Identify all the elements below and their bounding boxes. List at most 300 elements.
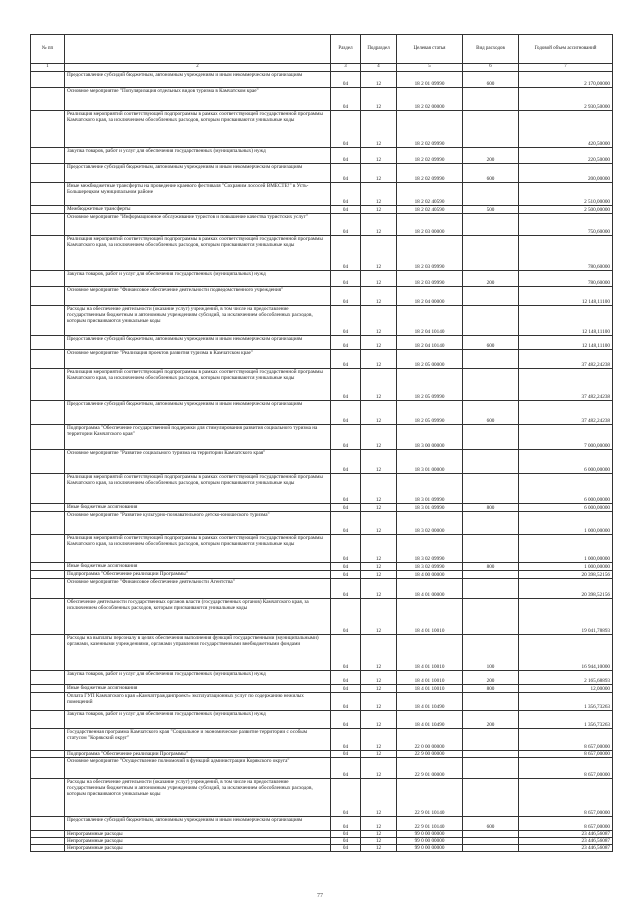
cell-vr: 200 xyxy=(463,711,519,729)
cell-vr xyxy=(463,287,519,306)
cell-vr xyxy=(463,599,519,635)
table-row xyxy=(31,579,613,599)
cell-sum: 6 000,00000 xyxy=(519,450,613,474)
cell-name: Предоставление субсидий бюджетным, автономным учреждениям и иным некоммерческим организациям xyxy=(65,401,331,425)
cell-csr: 18 2 04 00000 xyxy=(397,287,463,306)
cell-sum: 750,60000 xyxy=(519,214,613,236)
table-row xyxy=(31,287,613,306)
table-row xyxy=(31,401,613,425)
cell-vr: 100 xyxy=(463,635,519,671)
cell-podrazdel: 12 xyxy=(361,599,397,635)
cell-sum: 6 000,00000 xyxy=(519,504,613,512)
cell-sum: 20 398,52156 xyxy=(519,579,613,599)
cell-vr: 800 xyxy=(463,685,519,693)
cell-razdel: 04 xyxy=(331,817,361,831)
cell-num xyxy=(31,711,65,729)
cell-csr: 22 9 01 00000 xyxy=(397,758,463,779)
cell-num xyxy=(31,236,65,271)
cell-razdel: 04 xyxy=(331,579,361,599)
cell-csr: 18 2 05 00000 xyxy=(397,350,463,369)
cell-num xyxy=(31,369,65,401)
table-row xyxy=(31,474,613,504)
cell-num xyxy=(31,164,65,183)
cell-razdel: 04 xyxy=(331,845,361,852)
cell-num xyxy=(31,535,65,563)
cell-razdel: 04 xyxy=(331,306,361,336)
cell-num xyxy=(31,401,65,425)
cell-name: Подпрограмма "Обеспечение реализации Программы" xyxy=(65,571,331,579)
cell-podrazdel: 12 xyxy=(361,72,397,88)
cell-vr: 800 xyxy=(463,563,519,571)
cell-podrazdel: 12 xyxy=(361,845,397,852)
cell-csr: 18 2 02 09990 xyxy=(397,164,463,183)
cell-num xyxy=(31,671,65,685)
cell-name: Расходы на обеспечение деятельности (оказание услуг) учреждений, в том числе на предоставление государственным бюджетным и автономным учреждениям субсидий, за исключением обособленных расходов, которым присваиваются уникальные коды xyxy=(65,779,331,817)
cell-podrazdel: 12 xyxy=(361,685,397,693)
cell-num xyxy=(31,751,65,758)
cell-num xyxy=(31,350,65,369)
cell-sum: 23 446,56087 xyxy=(519,845,613,852)
cell-vr xyxy=(463,535,519,563)
cell-num xyxy=(31,336,65,350)
cell-csr: 18 2 04 10140 xyxy=(397,306,463,336)
cell-vr xyxy=(463,845,519,852)
cell-razdel: 04 xyxy=(331,671,361,685)
cell-num xyxy=(31,287,65,306)
cell-num xyxy=(31,504,65,512)
cell-podrazdel: 12 xyxy=(361,164,397,183)
cell-razdel: 04 xyxy=(331,183,361,206)
cell-razdel: 04 xyxy=(331,571,361,579)
cell-razdel: 04 xyxy=(331,271,361,287)
cell-num xyxy=(31,685,65,693)
cell-razdel: 04 xyxy=(331,751,361,758)
cell-podrazdel: 12 xyxy=(361,831,397,838)
cell-sum: 2 165,68893 xyxy=(519,671,613,685)
cell-sum: 780,60000 xyxy=(519,236,613,271)
cell-vr xyxy=(463,779,519,817)
cell-csr: 18 4 01 10490 xyxy=(397,693,463,711)
cell-sum: 1 356,73263 xyxy=(519,711,613,729)
table-row xyxy=(31,535,613,563)
table-row xyxy=(31,369,613,401)
cell-vr xyxy=(463,579,519,599)
table-header-row xyxy=(31,35,613,64)
cell-razdel: 04 xyxy=(331,164,361,183)
table-row xyxy=(31,729,613,751)
table-row xyxy=(31,306,613,336)
cell-csr: 18 3 00 00000 xyxy=(397,425,463,450)
cell-podrazdel: 12 xyxy=(361,671,397,685)
table-row xyxy=(31,671,613,685)
cell-num xyxy=(31,831,65,838)
cell-sum: 8 657,00000 xyxy=(519,751,613,758)
cell-podrazdel: 12 xyxy=(361,183,397,206)
cell-csr: 22 9 01 10140 xyxy=(397,779,463,817)
cell-csr: 99 0 00 00000 xyxy=(397,831,463,838)
cell-num xyxy=(31,635,65,671)
cell-csr: 18 2 03 09990 xyxy=(397,271,463,287)
table-row xyxy=(31,336,613,350)
cell-name: Закупка товаров, работ и услуг для обеспечения государственных (муниципальных) нужд xyxy=(65,711,331,729)
cell-name: Закупка товаров, работ и услуг для обеспечения государственных (муниципальных) нужд xyxy=(65,671,331,685)
cell-sum: 8 657,00000 xyxy=(519,758,613,779)
table-row xyxy=(31,685,613,693)
cell-name: Предоставление субсидий бюджетным, автономным учреждениям и иным некоммерческим организациям xyxy=(65,817,331,831)
cell-name: Реализация мероприятий соответствующей подпрограммы в рамках соответствующей государственной программы Камчатского края, за исключением обособленных расходов, которым присваиваются уникальные коды xyxy=(65,474,331,504)
cell-vr xyxy=(463,474,519,504)
cell-name: Закупка товаров, работ и услуг для обеспечения государственных (муниципальных) нужд xyxy=(65,271,331,287)
cell-razdel: 04 xyxy=(331,758,361,779)
cell-podrazdel: 12 xyxy=(361,214,397,236)
cell-sum: 420,50000 xyxy=(519,111,613,148)
cell-num xyxy=(31,206,65,214)
cell-podrazdel: 12 xyxy=(361,729,397,751)
cell-name: Основное мероприятие "Развитие социального туризма на территории Камчатского края" xyxy=(65,450,331,474)
cell-csr: 18 3 01 09990 xyxy=(397,474,463,504)
cell-podrazdel: 12 xyxy=(361,271,397,287)
cell-csr: 18 2 03 09990 xyxy=(397,236,463,271)
cell-sum: 2 170,00000 xyxy=(519,72,613,88)
cell-podrazdel: 12 xyxy=(361,111,397,148)
cell-num xyxy=(31,183,65,206)
cell-csr: 22 9 01 10140 xyxy=(397,817,463,831)
cell-vr: 200 xyxy=(463,271,519,287)
cell-vr xyxy=(463,571,519,579)
cell-csr: 18 4 01 10490 xyxy=(397,711,463,729)
cell-num xyxy=(31,845,65,852)
cell-csr: 18 2 02 09990 xyxy=(397,148,463,164)
cell-name: Реализация мероприятий соответствующей подпрограммы в рамках соответствующей государственной программы Камчатского края, за исключением обособленных расходов, которым присваиваются уникальные коды xyxy=(65,369,331,401)
cell-vr xyxy=(463,831,519,838)
cell-razdel: 04 xyxy=(331,88,361,111)
cell-csr: 18 3 01 00000 xyxy=(397,450,463,474)
cell-csr: 18 2 02 00000 xyxy=(397,88,463,111)
cell-name: Оплата ГУП Камчатского края «Камчатгражданпроект» эксплуатационных услуг по содержанию нежилых помещений xyxy=(65,693,331,711)
cell-csr: 18 4 01 00000 xyxy=(397,579,463,599)
cell-name: Межбюджетные трансферты xyxy=(65,206,331,214)
cell-vr xyxy=(463,512,519,535)
table-row xyxy=(31,838,613,845)
cell-csr: 18 3 02 00000 xyxy=(397,512,463,535)
cell-num xyxy=(31,88,65,111)
cell-name: Обеспечение деятельности государственных органов власти (государственных органов) Камчатского края, за исключением обособленных расходов, которым присваиваются уникальные коды xyxy=(65,599,331,635)
page-number: 77 xyxy=(317,893,323,899)
table-body xyxy=(31,72,613,852)
cell-vr xyxy=(463,450,519,474)
table-row xyxy=(31,111,613,148)
cell-razdel: 04 xyxy=(331,685,361,693)
cell-razdel: 04 xyxy=(331,206,361,214)
cell-csr: 18 2 03 00000 xyxy=(397,214,463,236)
cell-sum: 780,60000 xyxy=(519,271,613,287)
table-row xyxy=(31,845,613,852)
cell-podrazdel: 12 xyxy=(361,88,397,111)
cell-podrazdel: 12 xyxy=(361,474,397,504)
cell-csr: 18 2 05 09990 xyxy=(397,369,463,401)
cell-name: Предоставление субсидий бюджетным, автономным учреждениям и иным некоммерческим организациям xyxy=(65,336,331,350)
cell-podrazdel: 12 xyxy=(361,236,397,271)
cell-csr: 18 2 04 10140 xyxy=(397,336,463,350)
cell-vr xyxy=(463,425,519,450)
header-vr: Вид расходов xyxy=(463,35,519,64)
table-row xyxy=(31,183,613,206)
col-number: 4 xyxy=(361,64,397,72)
cell-razdel: 04 xyxy=(331,425,361,450)
cell-sum: 20 398,52156 xyxy=(519,571,613,579)
cell-razdel: 04 xyxy=(331,599,361,635)
cell-razdel: 04 xyxy=(331,729,361,751)
cell-name: Реализация мероприятий соответствующей подпрограммы в рамках соответствующей государственной программы Камчатского края, за исключением обособленных расходов, которым присваиваются уникальные коды xyxy=(65,236,331,271)
table-row xyxy=(31,599,613,635)
cell-vr xyxy=(463,751,519,758)
cell-sum: 8 657,00000 xyxy=(519,729,613,751)
cell-vr xyxy=(463,838,519,845)
cell-sum: 7 000,00000 xyxy=(519,425,613,450)
cell-name: Непрограммные расходы xyxy=(65,831,331,838)
cell-sum: 2 930,50000 xyxy=(519,88,613,111)
cell-num xyxy=(31,425,65,450)
cell-sum: 8 657,00000 xyxy=(519,779,613,817)
cell-podrazdel: 12 xyxy=(361,504,397,512)
cell-podrazdel: 12 xyxy=(361,571,397,579)
cell-name: Основное мероприятие "Информационное обслуживание туристов и повышение качества туристских услуг" xyxy=(65,214,331,236)
cell-podrazdel: 12 xyxy=(361,693,397,711)
cell-sum: 12 148,11100 xyxy=(519,306,613,336)
cell-sum: 16 944,10000 xyxy=(519,635,613,671)
cell-csr: 18 2 02 40590 xyxy=(397,183,463,206)
cell-num xyxy=(31,111,65,148)
cell-podrazdel: 12 xyxy=(361,579,397,599)
cell-csr: 22 0 00 00000 xyxy=(397,729,463,751)
cell-name: Основное мероприятие "Популяризация отдельных видов туризма в Камчатском крае" xyxy=(65,88,331,111)
cell-vr xyxy=(463,111,519,148)
cell-csr: 18 4 01 10010 xyxy=(397,671,463,685)
cell-razdel: 04 xyxy=(331,838,361,845)
cell-csr: 18 4 01 10010 xyxy=(397,635,463,671)
header-razdel: Раздел xyxy=(331,35,361,64)
cell-name: Иные бюджетные ассигнования xyxy=(65,504,331,512)
cell-vr xyxy=(463,693,519,711)
cell-num xyxy=(31,758,65,779)
cell-razdel: 04 xyxy=(331,512,361,535)
table-row xyxy=(31,751,613,758)
cell-sum: 8 657,00000 xyxy=(519,817,613,831)
cell-csr: 18 2 02 40590 xyxy=(397,206,463,214)
cell-sum: 1 000,00000 xyxy=(519,535,613,563)
cell-num xyxy=(31,779,65,817)
table-row xyxy=(31,148,613,164)
cell-razdel: 04 xyxy=(331,504,361,512)
cell-razdel: 04 xyxy=(331,401,361,425)
cell-name: Реализация мероприятий соответствующей подпрограммы в рамках соответствующей государственной программы Камчатского края, за исключением обособленных расходов, которым присваиваются уникальные коды xyxy=(65,535,331,563)
cell-num xyxy=(31,563,65,571)
cell-razdel: 04 xyxy=(331,711,361,729)
cell-sum: 37 482,24238 xyxy=(519,369,613,401)
cell-csr: 18 2 02 09990 xyxy=(397,111,463,148)
cell-csr: 18 4 01 10010 xyxy=(397,599,463,635)
cell-csr: 18 2 05 09990 xyxy=(397,401,463,425)
table-row xyxy=(31,563,613,571)
cell-vr: 600 xyxy=(463,72,519,88)
cell-vr xyxy=(463,758,519,779)
cell-csr: 18 4 00 00000 xyxy=(397,571,463,579)
table-row xyxy=(31,271,613,287)
cell-sum: 200,00000 xyxy=(519,164,613,183)
table-row xyxy=(31,758,613,779)
cell-vr xyxy=(463,369,519,401)
table-row xyxy=(31,350,613,369)
cell-num xyxy=(31,817,65,831)
cell-num xyxy=(31,214,65,236)
budget-table-page xyxy=(30,34,612,852)
cell-razdel: 04 xyxy=(331,369,361,401)
table-row xyxy=(31,635,613,671)
cell-podrazdel: 12 xyxy=(361,758,397,779)
header-name xyxy=(65,35,331,64)
table-row xyxy=(31,693,613,711)
col-number: 7 xyxy=(519,64,613,72)
cell-vr xyxy=(463,88,519,111)
cell-num xyxy=(31,693,65,711)
cell-podrazdel: 12 xyxy=(361,287,397,306)
cell-sum: 6 000,00000 xyxy=(519,474,613,504)
cell-name: Основное мероприятие "Финансовое обеспечение деятельности Агентства" xyxy=(65,579,331,599)
cell-razdel: 04 xyxy=(331,535,361,563)
cell-csr: 18 3 01 09990 xyxy=(397,504,463,512)
cell-name: Закупка товаров, работ и услуг для обеспечения государственных (муниципальных) нужд xyxy=(65,148,331,164)
cell-name: Расходы на обеспечение деятельности (оказание услуг) учреждений, в том числе на предоставление государственным бюджетным и автономным учреждениям субсидий, за исключением обособленных расходов, которым присваиваются уникальные коды xyxy=(65,306,331,336)
col-number: 2 xyxy=(65,64,331,72)
cell-podrazdel: 12 xyxy=(361,206,397,214)
cell-sum: 220,50000 xyxy=(519,148,613,164)
cell-name: Основное мероприятие "Развитие культурно-познавательного детско-юношеского туризма" xyxy=(65,512,331,535)
cell-num xyxy=(31,579,65,599)
cell-sum: 1 356,73263 xyxy=(519,693,613,711)
cell-razdel: 04 xyxy=(331,72,361,88)
cell-num xyxy=(31,271,65,287)
cell-vr: 500 xyxy=(463,206,519,214)
cell-razdel: 04 xyxy=(331,214,361,236)
cell-razdel: 04 xyxy=(331,111,361,148)
col-number: 5 xyxy=(397,64,463,72)
cell-name: Государственная программа Камчатского края "Социальное и экономическое развитие территории с особым статусом "Корякский округ" xyxy=(65,729,331,751)
cell-csr: 18 2 01 09990 xyxy=(397,72,463,88)
cell-name: Иные бюджетные ассигнования xyxy=(65,563,331,571)
cell-num xyxy=(31,512,65,535)
table-row xyxy=(31,164,613,183)
cell-podrazdel: 12 xyxy=(361,350,397,369)
cell-podrazdel: 12 xyxy=(361,779,397,817)
table-row xyxy=(31,831,613,838)
cell-razdel: 04 xyxy=(331,148,361,164)
cell-razdel: 04 xyxy=(331,236,361,271)
cell-csr: 18 3 02 09990 xyxy=(397,563,463,571)
cell-csr: 99 0 00 00000 xyxy=(397,838,463,845)
cell-razdel: 04 xyxy=(331,635,361,671)
cell-name: Непрограммные расходы xyxy=(65,845,331,852)
table-row xyxy=(31,450,613,474)
cell-sum: 1 000,00000 xyxy=(519,512,613,535)
cell-name: Иные межбюджетные трансферты на проведение краевого фестиваля "Сохраним лососей ВМЕСТЕ!" в Усть-Большерецком муниципальном районе xyxy=(65,183,331,206)
cell-vr: 600 xyxy=(463,817,519,831)
cell-csr: 22 9 00 00000 xyxy=(397,751,463,758)
table-row xyxy=(31,571,613,579)
cell-name: Реализация мероприятий соответствующей подпрограммы в рамках соответствующей государственной программы Камчатского края, за исключением обособленных расходов, которым присваиваются уникальные коды xyxy=(65,111,331,148)
cell-razdel: 04 xyxy=(331,350,361,369)
cell-vr: 600 xyxy=(463,336,519,350)
cell-podrazdel: 12 xyxy=(361,425,397,450)
table-row xyxy=(31,504,613,512)
cell-razdel: 04 xyxy=(331,779,361,817)
cell-sum: 37 482,24238 xyxy=(519,350,613,369)
cell-num xyxy=(31,838,65,845)
cell-num xyxy=(31,450,65,474)
cell-name: Предоставление субсидий бюджетным, автономным учреждениям и иным некоммерческим организациям xyxy=(65,72,331,88)
cell-podrazdel: 12 xyxy=(361,711,397,729)
cell-sum: 37 482,24238 xyxy=(519,401,613,425)
cell-name: Основное мероприятие "Осуществление полномочий в функций администрации Корякского округа" xyxy=(65,758,331,779)
cell-num xyxy=(31,571,65,579)
cell-num xyxy=(31,599,65,635)
cell-name: Непрограммные расходы xyxy=(65,838,331,845)
cell-vr: 600 xyxy=(463,164,519,183)
cell-podrazdel: 12 xyxy=(361,817,397,831)
cell-razdel: 04 xyxy=(331,336,361,350)
cell-podrazdel: 12 xyxy=(361,336,397,350)
cell-csr: 18 4 01 10010 xyxy=(397,685,463,693)
cell-num xyxy=(31,474,65,504)
cell-razdel: 04 xyxy=(331,831,361,838)
cell-podrazdel: 12 xyxy=(361,450,397,474)
cell-csr: 99 0 00 00000 xyxy=(397,845,463,852)
column-number-row xyxy=(31,64,613,72)
cell-vr xyxy=(463,350,519,369)
cell-sum: 12 148,11100 xyxy=(519,336,613,350)
cell-name: Иные бюджетные ассигнования xyxy=(65,685,331,693)
cell-name: Подпрограмма "Обеспечение государственной поддержки для стимулирования развития социального туризма на территории Камчатского края" xyxy=(65,425,331,450)
cell-vr xyxy=(463,729,519,751)
cell-sum: 19 041,78893 xyxy=(519,599,613,635)
cell-num xyxy=(31,72,65,88)
table-row xyxy=(31,779,613,817)
cell-razdel: 04 xyxy=(331,287,361,306)
cell-razdel: 04 xyxy=(331,563,361,571)
col-number: 3 xyxy=(331,64,361,72)
table-row xyxy=(31,425,613,450)
cell-podrazdel: 12 xyxy=(361,635,397,671)
cell-podrazdel: 12 xyxy=(361,369,397,401)
cell-podrazdel: 12 xyxy=(361,563,397,571)
table-row xyxy=(31,206,613,214)
header-sum: Годовой объем ассигнований xyxy=(519,35,613,64)
table-row xyxy=(31,512,613,535)
col-number: 6 xyxy=(463,64,519,72)
cell-num xyxy=(31,729,65,751)
cell-name: Предоставление субсидий бюджетным, автономным учреждениям и иным некоммерческим организациям xyxy=(65,164,331,183)
cell-vr xyxy=(463,214,519,236)
budget-allocation-table xyxy=(30,34,613,852)
cell-podrazdel: 12 xyxy=(361,535,397,563)
cell-sum: 23 446,56087 xyxy=(519,831,613,838)
cell-sum: 12 148,11100 xyxy=(519,287,613,306)
cell-sum: 2 510,00000 xyxy=(519,183,613,206)
cell-podrazdel: 12 xyxy=(361,512,397,535)
cell-razdel: 04 xyxy=(331,450,361,474)
table-row xyxy=(31,214,613,236)
table-row xyxy=(31,711,613,729)
cell-sum: 2 500,00000 xyxy=(519,206,613,214)
